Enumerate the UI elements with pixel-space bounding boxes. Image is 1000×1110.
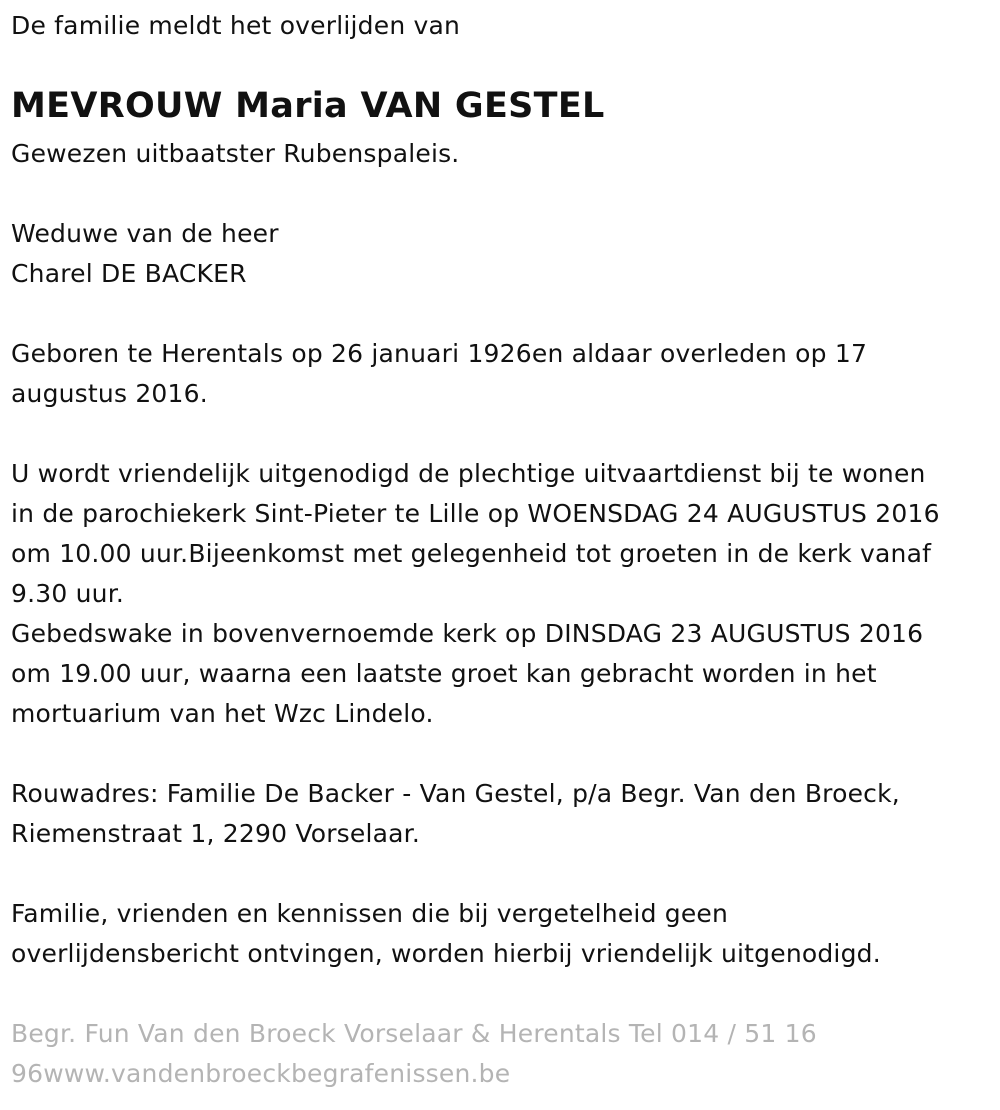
birth-death-line: augustus 2016. [11,379,208,408]
funeral-service-block [11,454,940,734]
invitation-block [11,894,881,974]
footer-line: 96www.vandenbroeckbegrafenissen.be [11,1059,511,1088]
invitation-line: Familie, vrienden en kennissen die bij vergetelheid geen [11,899,729,928]
service-line: U wordt vriendelijk uitgenodigd de plechtige uitvaartdienst bij te wonen [11,459,926,488]
vigil-line: Gebedswake in bovenvernoemde kerk op DINSDAG 23 AUGUSTUS 2016 [11,619,924,648]
intro-text: De familie meldt het overlijden van [11,11,461,40]
mourning-address-block [11,774,900,854]
funeral-home-footer [11,1014,817,1094]
address-line: Rouwadres: Familie De Backer - Van Gestel, p/a Begr. Van den Broeck, [11,779,900,808]
spouse-name: Charel DE BACKER [11,259,247,288]
birth-death-line: Geboren te Herentals op 26 januari 1926en aldaar overleden op 17 [11,339,868,368]
widow-line: Weduwe van de heer [11,219,279,248]
widow-block [11,214,279,294]
invitation-line: overlijdensbericht ontvingen, worden hierbij vriendelijk uitgenodigd. [11,939,881,968]
service-line: in de parochiekerk Sint-Pieter te Lille op WOENSDAG 24 AUGUSTUS 2016 [11,499,940,528]
birth-death-block [11,334,867,414]
vigil-line: om 19.00 uur, waarna een laatste groet kan gebracht worden in het [11,659,877,688]
address-line: Riemenstraat 1, 2290 Vorselaar. [11,819,420,848]
service-line: om 10.00 uur.Bijeenkomst met gelegenheid tot groeten in de kerk vanaf [11,539,932,568]
deceased-name: MEVROUW Maria VAN GESTEL [11,86,605,126]
vigil-line: mortuarium van het Wzc Lindelo. [11,699,434,728]
service-line: 9.30 uur. [11,579,125,608]
occupation-block [11,134,459,174]
footer-line: Begr. Fun Van den Broeck Vorselaar & Herentals Tel 014 / 51 16 [11,1019,817,1048]
occupation-text: Gewezen uitbaatster Rubenspaleis. [11,139,460,168]
